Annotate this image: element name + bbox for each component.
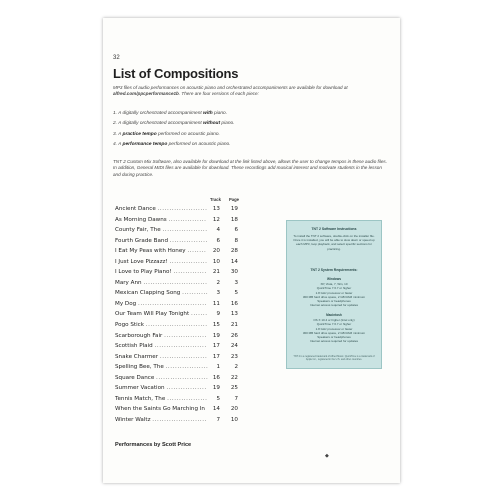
box-heading-instructions: TNT 2 Software Instructions [311,227,357,231]
page-reference: 3 [234,279,238,286]
dot-leader: ..................... [157,206,208,212]
track-number: 2 [216,279,220,286]
tnt-info-box [286,220,382,369]
composition-row [115,331,238,342]
dot-leader: ................. [166,385,207,392]
composition-title: Snake Charmer .................... [115,353,208,360]
composition-title: Our Team Will Play Tonight ....... [115,311,208,318]
track-number: 21 [212,269,220,276]
option-item [113,142,388,147]
composition-title: Summer Vacation ................. [115,385,207,392]
track-number: 7 [216,416,220,423]
dot-leader: .................... [159,353,208,360]
composition-row [115,215,238,226]
page-reference: 18 [230,216,238,223]
composition-title: Pogo Stick .......................... [115,322,208,329]
page-reference: 5 [234,290,238,297]
composition-row [115,267,238,278]
dot-leader: .................. [164,332,207,339]
composition-row [115,341,238,352]
composition-row [115,309,238,320]
version-options [113,111,388,152]
dot-leader: ....................... [152,416,207,423]
intro-text-end: . There are four versions of each piece: [178,91,259,97]
composition-row [115,257,238,268]
composition-row [115,373,238,384]
requirement-item: XP, Vista, 7, Win, 10 [320,282,348,286]
intro-text: MP3 files of audio performances on acoustic piano and orchestrated accompaniments are available for download at [113,85,348,90]
track-number: 11 [212,300,220,307]
option-text: performed on acoustic piano. [167,141,231,147]
dot-leader: ...................... [154,343,207,350]
requirement-item: QuickTime 7.6.7 or higher [316,286,352,291]
composition-title: I Love to Play Piano! .............. [115,269,207,276]
column-header-page: Page [229,197,240,202]
page-reference: 6 [234,227,238,234]
dot-leader: ................... [162,227,208,234]
composition-title: Fourth Grade Band ................ [115,237,208,244]
page-reference: 7 [234,395,238,402]
intro-paragraph [113,85,388,98]
mac-requirements [291,318,377,344]
requirement-item: QuickTime 7.6.7 or higher [316,322,352,327]
track-number: 20 [212,248,220,255]
requirement-item: Speakers or headphones [317,335,351,340]
requirement-item: Internet access required for updates [309,303,359,308]
track-number: 16 [212,374,220,381]
dot-leader: ...................... [156,374,209,381]
page-reference: 20 [230,406,238,413]
track-number: 17 [212,343,220,350]
page-title: List of Compositions [113,66,239,81]
option-text: 1. A digitally orchestrated accompaniment [113,111,204,116]
requirement-item: 1.8 GHz processor or faster [315,326,353,331]
page-reference: 10 [230,416,238,423]
option-emphasis: without [203,121,221,127]
track-number: 6 [216,237,220,244]
track-number: 17 [212,353,220,360]
composition-row [115,246,238,257]
mac-label: Macintosh [326,313,342,317]
page-reference: 22 [230,374,238,381]
composition-title: County Fair, The ................... [115,227,208,234]
option-text: 4. A [113,141,123,147]
dot-leader: ................ [169,237,208,244]
download-url[interactable]: alfred.com/ppcperformance1b [113,91,179,97]
composition-row [115,415,238,426]
page-mark: ◆ [325,453,329,459]
page-reference: 21 [230,322,238,329]
option-text: piano. [212,111,228,116]
page-reference: 19 [230,206,238,212]
composition-title: I Just Love Pizzazz! ................ [115,258,208,265]
box-heading-requirements: TNT 2 System Requirements: [310,268,358,272]
composition-row [115,299,238,310]
composition-title: Ancient Dance ..................... [115,206,208,212]
dot-leader: ....... [190,311,208,318]
composition-row [115,278,238,289]
track-number: 15 [212,322,220,329]
requirement-item: OS X 10.4 or higher (Intel only) [313,318,355,322]
composition-row [115,352,238,363]
requirement-item: Internet access required for updates [309,339,359,344]
page-reference: 30 [230,269,238,276]
composition-row [115,320,238,331]
page-reference: 13 [230,311,238,318]
composition-title: Winter Waltz ....................... [115,416,207,423]
page-reference: 23 [230,353,238,360]
dot-leader: .................. [165,364,209,371]
option-item [113,111,388,116]
composition-row [115,288,238,299]
composition-title: Square Dance ...................... [115,374,209,381]
track-number: 4 [216,227,220,234]
composition-row [115,404,238,415]
track-number: 13 [212,206,220,212]
option-text: 3. A [113,131,123,137]
page-reference: 25 [230,385,238,392]
page-reference: 26 [230,332,238,339]
dot-leader: .......................... [145,322,208,329]
composition-title: Mary Ann ........................... [115,279,208,286]
page-reference: 14 [230,258,238,265]
dot-leader: ................ [168,216,207,223]
composition-row [115,204,238,215]
compositions-list [115,204,238,425]
tnt-paragraph: TNT 2 Custom Mix Software, also available for download at the link listed above, allows the user to change tempos in these audio files. In addition, General MIDI files are available for download. These recordings add musical interest and motivate students in the lesson and during practice. [113,159,387,177]
track-number: 3 [216,290,220,297]
composition-row [115,236,238,247]
composition-title: Tennis Match, The ................. [115,395,208,402]
composition-title: Mexican Clapping Song ........... [115,290,209,297]
column-header-track: Track [210,197,221,202]
option-item [113,132,388,137]
composition-title: Scottish Plaid ...................... [115,343,207,350]
option-emphasis: practice tempo [122,131,157,137]
track-number: 1 [216,364,220,371]
composition-row [115,225,238,236]
page-reference: 8 [234,237,238,244]
composition-title: Scarborough Fair .................. [115,332,207,339]
performances-credit: Performances by Scott Price [115,442,192,448]
composition-title: Spelling Bee, The .................. [115,364,209,371]
track-number: 5 [216,395,220,402]
dot-leader: ........... [182,290,209,297]
composition-row [115,394,238,405]
option-text: performed on acoustic piano. [156,131,220,137]
page-reference: 24 [230,343,238,350]
composition-title: When the Saints Go Marching In [115,406,205,413]
track-number: 12 [212,216,220,223]
composition-row [115,383,238,394]
composition-title: My Dog ............................. [115,300,207,307]
option-emphasis: performance tempo [122,141,168,147]
dot-leader: ............................. [137,300,207,307]
dot-leader: .............. [173,269,207,276]
dot-leader: ................ [169,258,208,265]
composition-title: As Morning Dawns ................ [115,216,207,223]
track-number: 19 [212,332,220,339]
composition-row [115,362,238,373]
page-number: 32 [113,55,120,61]
track-number: 10 [212,258,220,265]
dot-leader: ................. [167,395,208,402]
document-page [103,18,400,483]
option-text: piano. [220,121,235,127]
windows-label: Windows [327,277,341,281]
requirement-item: 300 MB hard drive space, 2 GB RAM minimum [302,330,366,335]
requirement-item: 300 MB hard drive space, 2 GB RAM minimum [302,294,366,299]
dot-leader: ........................... [143,279,208,286]
box-footnote: TNT 2 is a registered trademark of Alfred Music. QuickTime is a trademark of Apple Inc., registered in the U.S. and other countries. [293,355,375,362]
page-reference: 16 [230,300,238,307]
dot-leader: ........ [187,248,207,255]
page-reference: 2 [234,364,238,371]
track-number: 14 [212,406,220,413]
option-emphasis: with [203,111,213,116]
track-number: 19 [212,385,220,392]
composition-title: I Eat My Peas with Honey ........ [115,248,207,255]
page-reference: 28 [230,248,238,255]
box-instructions-text: To install the TNT 2 software, double-click on the installer file. Once it is installed, you will be able to slow down or speed up each MP3, loop playback, and select specific sections for practicing. [293,234,375,251]
requirement-item: Speakers or headphones [317,299,351,304]
option-item [113,121,388,126]
requirement-item: 1.8 GHz processor or faster [315,290,353,295]
windows-requirements [291,282,377,308]
option-text: 2. A digitally orchestrated accompaniment [113,121,204,127]
track-number: 9 [216,311,220,318]
